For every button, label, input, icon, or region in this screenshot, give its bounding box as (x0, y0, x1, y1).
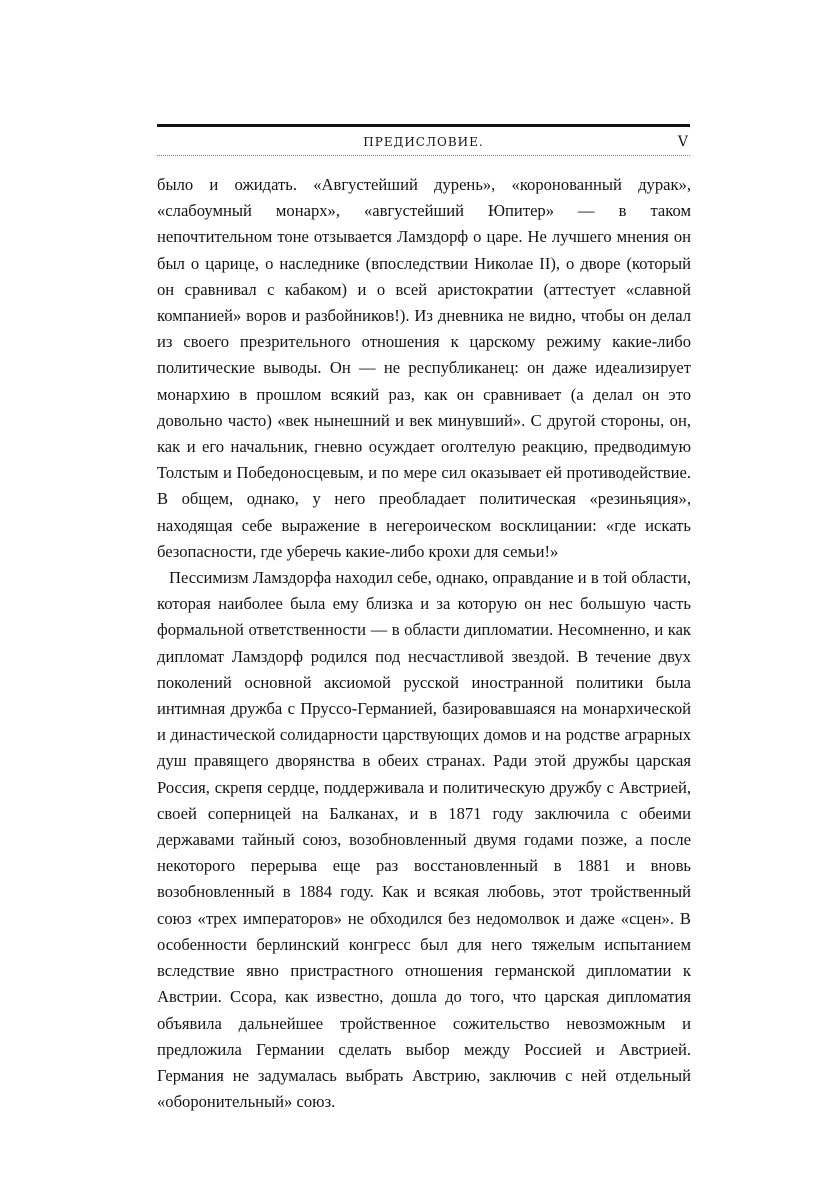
paragraph-1: было и ожидать. «Августейший дурень», «коронованный дурак», «слабоумный монарх», «августейший Юпитер» — в таком непочтительном тоне отзывается Ламздорф о царе. Не лучшего мнения он был о царице, о наследнике (впоследствии Николае II), о дворе (который он сравнивал с кабаком) и о всей аристократии (аттестует «славной компанией» воров и разбойников!). Из дневника не видно, чтобы он делал из своего презрительного отношения к царскому режиму какие-либо политические выводы. Он — не республиканец: он даже идеализирует монархию в прошлом всякий раз, как он сравнивает (а делал он это довольно часто) «век нынешний и век минувший». С другой стороны, он, как и его начальник, гневно осуждает оголтелую реакцию, предводимую Толстым и Победоносцевым, и по мере сил оказывает ей противодействие. В общем, однако, у него преобладает политическая «резиньяция», находящая себе выражение в негероическом восклицании: «где искать безопасности, где уберечь какие-либо крохи для семьи!» (157, 175, 691, 561)
running-title: ПРЕДИСЛОВИЕ. (363, 135, 484, 149)
header-dotted-divider (157, 155, 690, 156)
paragraph-2: Пессимизм Ламздорфа находил себе, однако, оправдание и в той области, которая наиболее была ему близка и за которую он нес большую часть формальной ответственности — в области дипломатии. Несомненно, и как дипломат Ламздорф родился под несчастливой звездой. В течение двух поколений основной аксиомой русской иностранной политики была интимная дружба с Пруссо-Германией, базировавшаяся на монархической и династической солидарности царствующих домов и на родстве аграрных душ правящего дворянства в обеих странах. Ради этой дружбы царская Россия, скрепя сердце, поддерживала и политическую дружбу с Австрией, своей соперницей на Балканах, и в 1871 году заключила с обеими державами тайный союз, возобновленный двумя годами позже, а после некоторого перерыва еще раз восстановленный в 1881 и вновь возобновленный в 1884 году. Как и всякая любовь, этот тройственный союз «трех императоров» не обходился без недомолвок и даже «сцен». В особенности берлинский конгресс был для него тяжелым испытанием вследствие явно пристрастного отношения германской дипломатии к Австрии. Ссора, как известно, дошла до того, что царская дипломатия объявила дальнейшее тройственное сожительство невозможным и предложила Германии сделать выбор между Россией и Австрией. Германия не задумалась выбрать Австрию, заключив с ней отдельный «оборонительный» союз. (157, 568, 691, 1112)
running-head (157, 132, 690, 154)
page-number: V (677, 134, 688, 150)
body-text (157, 172, 691, 1115)
header-rule (157, 124, 690, 127)
